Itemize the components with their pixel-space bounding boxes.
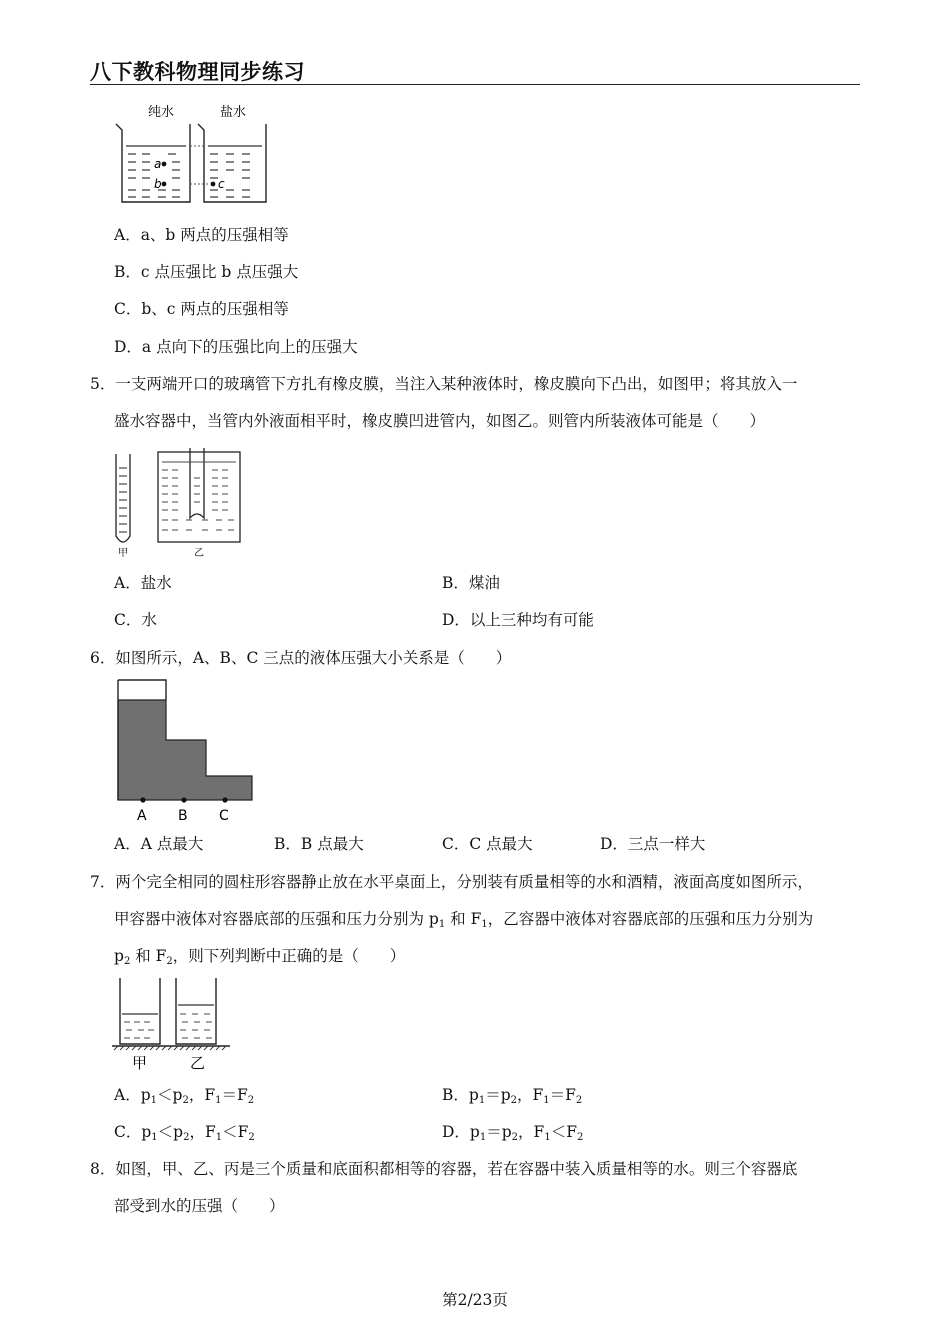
q4-option-c: C．b、c 两点的压强相等 bbox=[114, 300, 289, 318]
q7-cylinders-figure bbox=[108, 974, 238, 1074]
q6-point-c-dot bbox=[222, 797, 227, 802]
q6-label-b: B bbox=[178, 808, 188, 824]
q6-label-c: C bbox=[219, 808, 229, 824]
q6-point-a-dot bbox=[140, 797, 145, 802]
q4-point-b-dot bbox=[162, 182, 167, 187]
header-divider bbox=[90, 84, 860, 85]
q4-point-a-label: a bbox=[154, 157, 162, 171]
q7-stem-line1: 7．两个完全相同的圆柱形容器静止放在水平桌面上，分别装有质量相等的水和酒精，液面高度如图所示， bbox=[90, 873, 813, 891]
q4-option-d: D．a 点向下的压强比向上的压强大 bbox=[114, 338, 358, 356]
q4-point-a-dot bbox=[162, 162, 167, 167]
q4-beakers-figure bbox=[110, 98, 280, 208]
q5-option-b: B．煤油 bbox=[442, 574, 500, 592]
q7-option-b: B．$p_1=p_2$，$F_1=F_2$ bbox=[442, 1086, 583, 1106]
q5-label-yi: 乙 bbox=[194, 548, 204, 559]
q4-point-c-dot bbox=[211, 182, 216, 187]
q4-label-pure-water: 纯水 bbox=[148, 105, 175, 120]
q5-label-jia: 甲 bbox=[118, 548, 128, 559]
q8-stem-line1: 8．如图，甲、乙、丙是三个质量和底面积都相等的容器，若在容器中装入质量相等的水。则三个容器底 bbox=[90, 1160, 798, 1178]
q5-option-a: A．盐水 bbox=[114, 574, 172, 592]
q6-stem: 6．如图所示，A、B、C 三点的液体压强大小关系是（ ） bbox=[90, 649, 512, 667]
q6-point-b-dot bbox=[181, 797, 186, 802]
q7-option-d: D．$p_1=p_2$，$F_1<F_2$ bbox=[442, 1123, 584, 1143]
q4-point-c-label: c bbox=[218, 177, 225, 191]
q6-option-a: A．A 点最大 bbox=[114, 835, 204, 853]
page-header-title: 八下教科物理同步练习 bbox=[90, 60, 305, 84]
q4-option-a: A．a、b 两点的压强相等 bbox=[114, 226, 289, 244]
q5-tubes-figure bbox=[108, 448, 248, 560]
q4-option-b: B．c 点压强比 b 点压强大 bbox=[114, 263, 299, 281]
q5-stem-line2: 盛水容器中，当管内外液面相平时，橡皮膜凹进管内，如图乙。则管内所装液体可能是（ ） bbox=[114, 412, 766, 430]
q5-option-d: D．以上三种均有可能 bbox=[442, 611, 594, 629]
q7-stem-line3: $p_2$ 和 $F_2$，则下列判断中正确的是（ ） bbox=[114, 947, 406, 967]
q7-stem-line2: 甲容器中液体对容器底部的压强和压力分别为 $p_1$ 和 $F_1$，乙容器中液体对容器底部的压强和压力分别为 bbox=[114, 910, 814, 930]
page-number: 第2/23页 bbox=[442, 1291, 508, 1309]
q7-label-yi: 乙 bbox=[190, 1054, 206, 1072]
q5-option-c: C．水 bbox=[114, 611, 157, 629]
q7-option-c: C．$p_1<p_2$，$F_1<F_2$ bbox=[114, 1123, 255, 1143]
q6-stepped-container-figure bbox=[112, 676, 262, 826]
q5-stem-line1: 5．一支两端开口的玻璃管下方扎有橡皮膜，当注入某种液体时，橡皮膜向下凸出，如图甲；将其放入一 bbox=[90, 375, 798, 393]
q7-option-a: A．$p_1<p_2$，$F_1=F_2$ bbox=[114, 1086, 255, 1106]
q6-option-b: B．B 点最大 bbox=[274, 835, 364, 853]
q6-option-c: C．C 点最大 bbox=[442, 835, 533, 853]
q4-label-salt-water: 盐水 bbox=[220, 105, 247, 120]
q8-stem-line2: 部受到水的压强（ ） bbox=[114, 1197, 285, 1215]
q6-label-a: A bbox=[137, 808, 147, 824]
q4-point-b-label: b bbox=[154, 177, 162, 191]
q7-label-jia: 甲 bbox=[132, 1054, 148, 1072]
q6-option-d: D．三点一样大 bbox=[600, 835, 706, 853]
